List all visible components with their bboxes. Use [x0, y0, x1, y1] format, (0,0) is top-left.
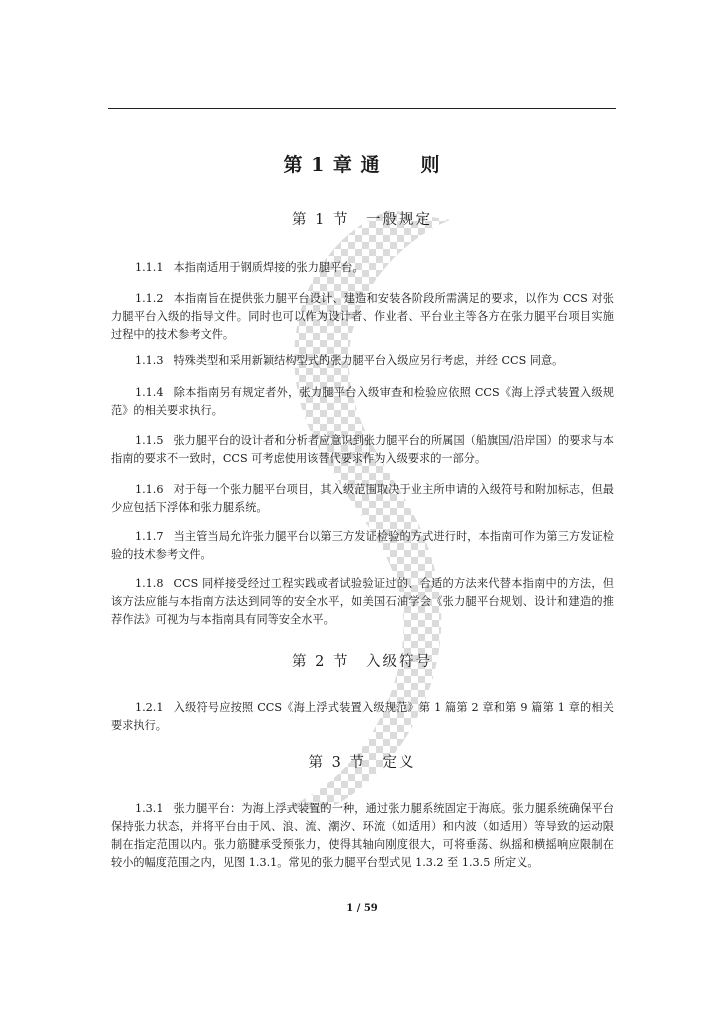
paragraph-number: 1.2.1 — [135, 701, 164, 714]
chapter-title: 第 1 章 通 则 — [283, 154, 441, 176]
paragraph — [111, 432, 614, 468]
section-title: 第 3 节 定义 — [308, 755, 416, 771]
paragraph — [111, 384, 614, 420]
section-title: 第 2 节 入级符号 — [292, 654, 432, 670]
paragraph-number: 1.1.6 — [135, 483, 164, 496]
paragraph — [111, 800, 614, 872]
paragraph-number: 1.1.7 — [135, 530, 164, 543]
page-number: 1 / 59 — [346, 903, 378, 914]
paragraph-text: 本指南旨在提供张力腿平台设计、建造和安装各阶段所需满足的要求，以作为 CCS 对张力腿平台入级的指导文件。同时也可以作为设计者、作业者、平台业主等各方在张力腿平台项目实施过程中的技术参考文件。 — [111, 292, 614, 341]
paragraph — [111, 575, 614, 629]
section-title: 第 1 节 一般规定 — [292, 212, 432, 228]
paragraph — [111, 352, 614, 370]
paragraph-number: 1.1.1 — [135, 261, 164, 274]
paragraph-text: 本指南适用于钢质焊接的张力腿平台。 — [173, 261, 364, 274]
paragraph-number: 1.1.3 — [135, 354, 164, 367]
paragraph-text: CCS 同样接受经过工程实践或者试验验证过的、合适的方法来代替本指南中的方法，但该方法应能与本指南方法达到同等的安全水平，如美国石油学会《张力腿平台规划、设计和建造的推荐作法》可视为与本指南具有同等安全水平。 — [111, 577, 614, 626]
paragraph-text: 对于每一个张力腿平台项目，其入级范围取决于业主所申请的入级符号和附加标志，但最少应包括下浮体和张力腿系统。 — [111, 483, 614, 514]
paragraph-text: 特殊类型和采用新颖结构型式的张力腿平台入级应另行考虑，并经 CCS 同意。 — [173, 354, 564, 367]
paragraph-text: 入级符号应按照 CCS《海上浮式装置入级规范》第 1 篇第 2 章和第 9 篇第 1 章的相关要求执行。 — [111, 701, 614, 732]
paragraph — [111, 481, 614, 517]
paragraph — [111, 699, 614, 735]
paragraph-number: 1.1.4 — [135, 386, 164, 399]
paragraph-number: 1.3.1 — [135, 802, 164, 815]
paragraph-number: 1.1.5 — [135, 434, 164, 447]
paragraph-number: 1.1.8 — [135, 577, 164, 590]
paragraph-text: 当主管当局允许张力腿平台以第三方发证检验的方式进行时，本指南可作为第三方发证检验的技术参考文件。 — [111, 530, 614, 561]
header-rule — [108, 108, 616, 109]
paragraph — [111, 290, 614, 344]
paragraph-text: 除本指南另有规定者外，张力腿平台入级审查和检验应依照 CCS《海上浮式装置入级规范》的相关要求执行。 — [111, 386, 614, 417]
paragraph-text: 张力腿平台：为海上浮式装置的一种，通过张力腿系统固定于海底。张力腿系统确保平台保持张力状态，并将平台由于风、浪、流、潮汐、环流（如适用）和内波（如适用）等导致的运动限制在指定范围以内。张力筋腱承受预张力，使得其轴向刚度很大，可将垂荡、纵摇和横摇响应限制在较小的幅度范围之内，见图 1.3.1。常见的张力腿平台型式见 1.3.2 至 1.3.5 所定义。 — [111, 802, 614, 869]
paragraph — [111, 259, 614, 277]
paragraph — [111, 528, 614, 564]
paragraph-text: 张力腿平台的设计者和分析者应意识到张力腿平台的所属国（船旗国/沿岸国）的要求与本指南的要求不一致时，CCS 可考虑使用该替代要求作为入级要求的一部分。 — [111, 434, 614, 465]
paragraph-number: 1.1.2 — [135, 292, 164, 305]
